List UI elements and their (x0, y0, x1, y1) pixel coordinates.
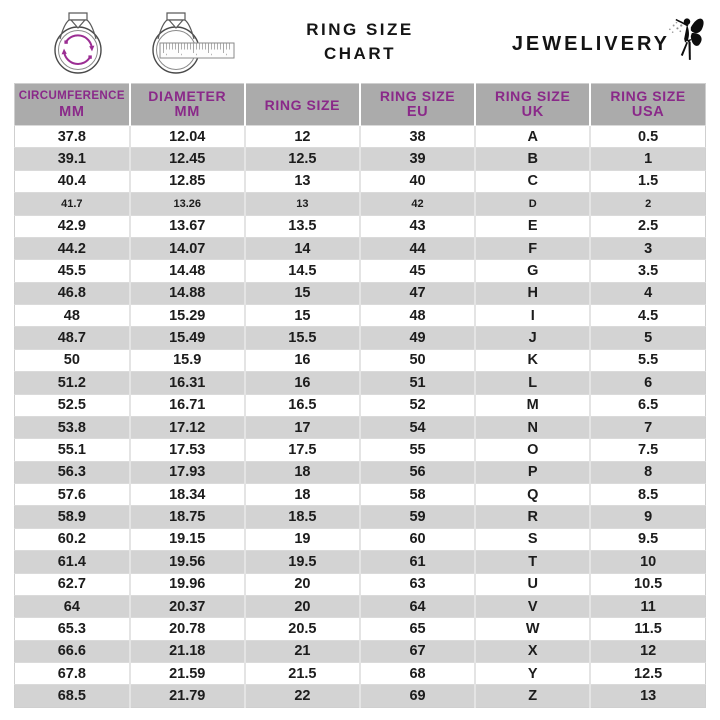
table-cell: 45 (360, 260, 475, 282)
table-cell: 44.2 (15, 237, 130, 259)
table-cell: 7 (590, 416, 705, 438)
table-cell: 17.12 (130, 416, 245, 438)
table-row (15, 237, 706, 259)
table-cell: T (475, 551, 590, 573)
table-cell: 19.15 (130, 528, 245, 550)
table-cell: 51 (360, 372, 475, 394)
table-cell: 14.88 (130, 282, 245, 304)
table-row (15, 685, 706, 707)
table-cell: 16.31 (130, 372, 245, 394)
table-cell: 60 (360, 528, 475, 550)
table-cell: 17 (245, 416, 360, 438)
table-row (15, 439, 706, 461)
table-cell: 65 (360, 618, 475, 640)
table-row (15, 305, 706, 327)
table-cell: 20.78 (130, 618, 245, 640)
size-table-body (15, 126, 706, 708)
table-row (15, 663, 706, 685)
table-cell: 61.4 (15, 551, 130, 573)
table-cell: 13.67 (130, 215, 245, 237)
table-cell: 55 (360, 439, 475, 461)
table-header (15, 84, 706, 126)
table-row (15, 640, 706, 662)
table-cell: 47 (360, 282, 475, 304)
table-cell: 69 (360, 685, 475, 707)
table-cell: 13 (590, 685, 705, 707)
table-cell: 12.45 (130, 148, 245, 170)
column-header-circumference-mm: CIRCUMFERENCE MM (15, 84, 130, 126)
table-cell: O (475, 439, 590, 461)
table-cell: 7.5 (590, 439, 705, 461)
table-cell: 14.48 (130, 260, 245, 282)
table-cell: 55.1 (15, 439, 130, 461)
table-row (15, 148, 706, 170)
table-row (15, 372, 706, 394)
table-cell: 16 (245, 349, 360, 371)
table-cell: 64 (15, 595, 130, 617)
table-cell: 5 (590, 327, 705, 349)
table-cell: 20 (245, 573, 360, 595)
table-cell: 21.79 (130, 685, 245, 707)
table-cell: 63 (360, 573, 475, 595)
table-cell: N (475, 416, 590, 438)
table-cell: 8 (590, 461, 705, 483)
table-cell: 37.8 (15, 126, 130, 148)
table-cell: 44 (360, 237, 475, 259)
table-cell: 20.5 (245, 618, 360, 640)
fairy-icon (666, 10, 708, 62)
table-cell: 10.5 (590, 573, 705, 595)
table-cell: 22 (245, 685, 360, 707)
table-cell: 19 (245, 528, 360, 550)
brand-logo (512, 10, 708, 62)
table-cell: 51.2 (15, 372, 130, 394)
table-row (15, 327, 706, 349)
table-cell: L (475, 372, 590, 394)
table-cell: 50 (360, 349, 475, 371)
table-cell: H (475, 282, 590, 304)
table-cell: 41.7 (15, 193, 130, 215)
table-cell: 16.71 (130, 394, 245, 416)
table-cell: 0.5 (590, 126, 705, 148)
table-cell: 20.37 (130, 595, 245, 617)
table-cell: 49 (360, 327, 475, 349)
table-cell: 6 (590, 372, 705, 394)
table-cell: 57.6 (15, 484, 130, 506)
table-cell: 61 (360, 551, 475, 573)
table-cell: 11.5 (590, 618, 705, 640)
table-cell: 2 (590, 193, 705, 215)
table-row (15, 260, 706, 282)
table-cell: 17.5 (245, 439, 360, 461)
table-cell: P (475, 461, 590, 483)
table-cell: 52.5 (15, 394, 130, 416)
table-cell: J (475, 327, 590, 349)
table-cell: 12 (590, 640, 705, 662)
page-title-line-2: CHART (324, 44, 396, 63)
table-row (15, 126, 706, 148)
table-cell: 38 (360, 126, 475, 148)
table-cell: 66.6 (15, 640, 130, 662)
table-cell: 14.5 (245, 260, 360, 282)
table-cell: U (475, 573, 590, 595)
table-cell: Y (475, 663, 590, 685)
table-cell: 21 (245, 640, 360, 662)
page-header (0, 0, 720, 83)
table-row (15, 416, 706, 438)
brand-name: JEWELIVERY (511, 33, 670, 55)
table-cell: 4 (590, 282, 705, 304)
table-row (15, 618, 706, 640)
table-cell: 18 (245, 461, 360, 483)
table-cell: C (475, 170, 590, 192)
table-row (15, 461, 706, 483)
table-cell: F (475, 237, 590, 259)
table-cell: 17.53 (130, 439, 245, 461)
table-row (15, 573, 706, 595)
table-cell: 9.5 (590, 528, 705, 550)
table-cell: K (475, 349, 590, 371)
table-cell: 42.9 (15, 215, 130, 237)
table-cell: A (475, 126, 590, 148)
table-cell: E (475, 215, 590, 237)
table-cell: 17.93 (130, 461, 245, 483)
table-cell: 45.5 (15, 260, 130, 282)
table-cell: 67.8 (15, 663, 130, 685)
table-cell: D (475, 193, 590, 215)
table-cell: 68 (360, 663, 475, 685)
table-cell: 10 (590, 551, 705, 573)
table-cell: 59 (360, 506, 475, 528)
table-row (15, 170, 706, 192)
table-cell: W (475, 618, 590, 640)
table-cell: V (475, 595, 590, 617)
column-header-ring-size-uk: RING SIZE UK (475, 84, 590, 126)
table-cell: 9 (590, 506, 705, 528)
table-cell: 46.8 (15, 282, 130, 304)
table-cell: 62.7 (15, 573, 130, 595)
table-row (15, 484, 706, 506)
table-cell: 68.5 (15, 685, 130, 707)
column-header-ring-size: RING SIZE (245, 84, 360, 126)
column-header-ring-size-eu: RING SIZE EU (360, 84, 475, 126)
table-cell: 14 (245, 237, 360, 259)
table-cell: 19.5 (245, 551, 360, 573)
table-cell: 12.85 (130, 170, 245, 192)
table-cell: 42 (360, 193, 475, 215)
table-cell: 21.59 (130, 663, 245, 685)
table-cell: 18 (245, 484, 360, 506)
table-cell: 15.9 (130, 349, 245, 371)
table-cell: B (475, 148, 590, 170)
table-cell: 15.49 (130, 327, 245, 349)
table-row (15, 506, 706, 528)
table-cell: 1 (590, 148, 705, 170)
table-cell: 52 (360, 394, 475, 416)
table-cell: 56 (360, 461, 475, 483)
table-cell: 1.5 (590, 170, 705, 192)
table-cell: 15 (245, 282, 360, 304)
table-cell: 18.75 (130, 506, 245, 528)
table-row (15, 528, 706, 550)
table-cell: 48 (360, 305, 475, 327)
table-cell: 18.34 (130, 484, 245, 506)
table-cell: Z (475, 685, 590, 707)
table-cell: 67 (360, 640, 475, 662)
table-cell: 58.9 (15, 506, 130, 528)
table-cell: 12.04 (130, 126, 245, 148)
table-cell: 20 (245, 595, 360, 617)
table-cell: 13.26 (130, 193, 245, 215)
table-cell: 13 (245, 193, 360, 215)
table-cell: S (475, 528, 590, 550)
table-cell: 3.5 (590, 260, 705, 282)
table-cell: 43 (360, 215, 475, 237)
table-cell: 21.5 (245, 663, 360, 685)
table-cell: 65.3 (15, 618, 130, 640)
table-cell: 48 (15, 305, 130, 327)
table-cell: 18.5 (245, 506, 360, 528)
table-cell: 48.7 (15, 327, 130, 349)
table-row (15, 595, 706, 617)
table-row (15, 215, 706, 237)
table-cell: G (475, 260, 590, 282)
table-cell: 3 (590, 237, 705, 259)
table-cell: 53.8 (15, 416, 130, 438)
table-cell: 13.5 (245, 215, 360, 237)
table-cell: I (475, 305, 590, 327)
table-cell: 19.96 (130, 573, 245, 595)
table-cell: M (475, 394, 590, 416)
table-cell: 2.5 (590, 215, 705, 237)
table-cell: 60.2 (15, 528, 130, 550)
table-cell: 8.5 (590, 484, 705, 506)
table-row (15, 282, 706, 304)
table-row (15, 551, 706, 573)
table-cell: X (475, 640, 590, 662)
table-cell: 13 (245, 170, 360, 192)
table-cell: R (475, 506, 590, 528)
table-cell: 64 (360, 595, 475, 617)
table-cell: 19.56 (130, 551, 245, 573)
column-header-ring-size-usa: RING SIZE USA (590, 84, 705, 126)
table-row (15, 349, 706, 371)
table-cell: 16 (245, 372, 360, 394)
table-cell: 5.5 (590, 349, 705, 371)
ring-size-table (14, 83, 706, 708)
table-cell: 39 (360, 148, 475, 170)
table-cell: 50 (15, 349, 130, 371)
table-cell: 15.29 (130, 305, 245, 327)
page-title-line-1: RING SIZE (306, 20, 414, 39)
table-cell: 4.5 (590, 305, 705, 327)
table-row (15, 193, 706, 215)
table-cell: 54 (360, 416, 475, 438)
table-cell: Q (475, 484, 590, 506)
table-cell: 14.07 (130, 237, 245, 259)
column-header-diameter-mm: DIAMETER MM (130, 84, 245, 126)
table-cell: 15 (245, 305, 360, 327)
table-cell: 56.3 (15, 461, 130, 483)
table-cell: 12.5 (245, 148, 360, 170)
table-header-row (15, 84, 706, 126)
table-cell: 15.5 (245, 327, 360, 349)
table-cell: 21.18 (130, 640, 245, 662)
table-cell: 40.4 (15, 170, 130, 192)
table-cell: 39.1 (15, 148, 130, 170)
table-cell: 11 (590, 595, 705, 617)
table-cell: 12.5 (590, 663, 705, 685)
table-cell: 6.5 (590, 394, 705, 416)
table-cell: 16.5 (245, 394, 360, 416)
table-row (15, 394, 706, 416)
table-cell: 40 (360, 170, 475, 192)
table-cell: 12 (245, 126, 360, 148)
table-cell: 58 (360, 484, 475, 506)
